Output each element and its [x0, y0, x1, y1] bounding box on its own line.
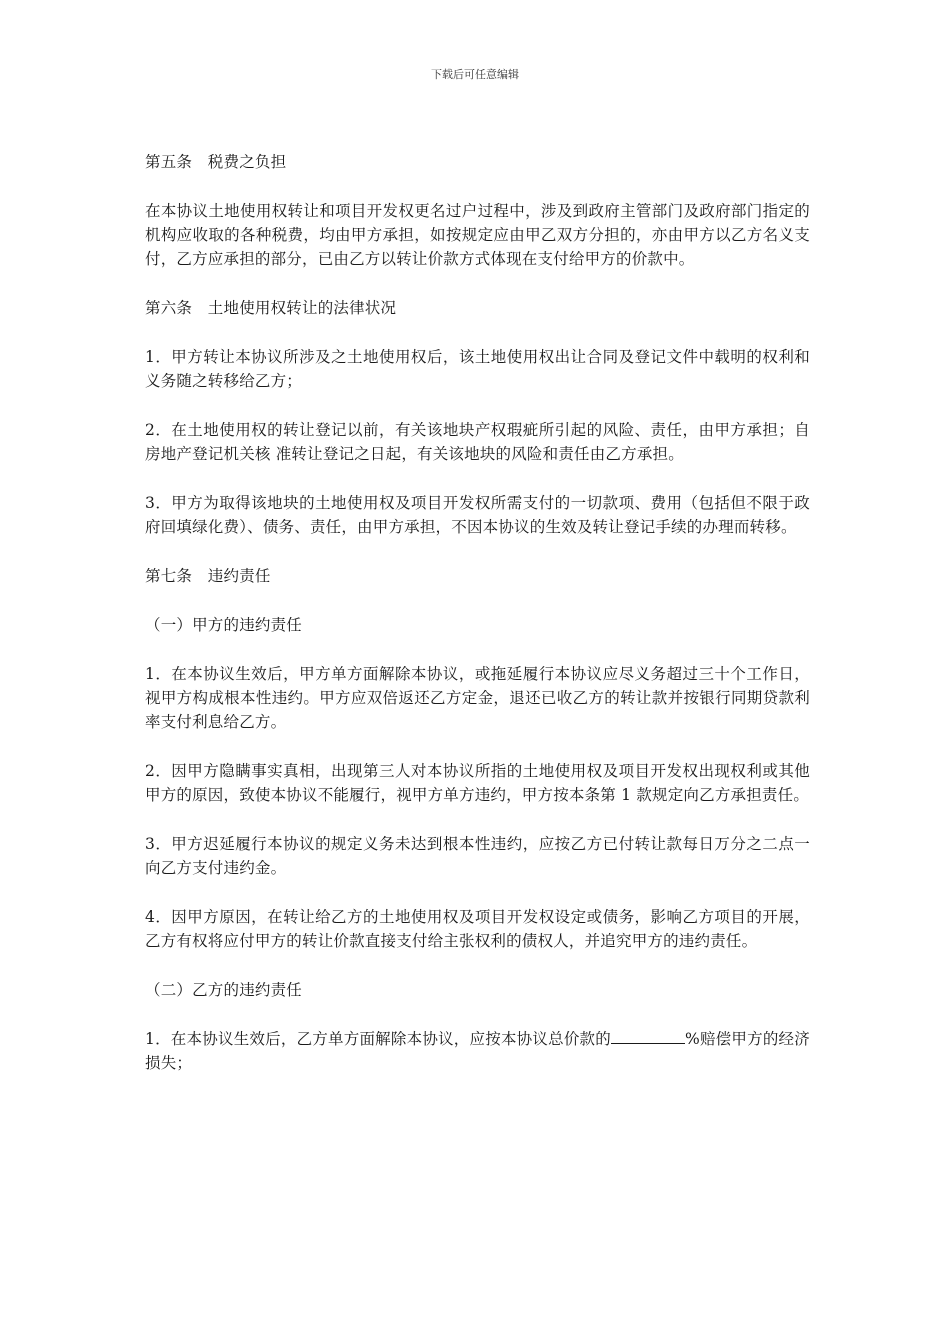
party-a-item-3: 3．甲方迟延履行本协议的规定义务未达到根本性违约，应按乙方已付转让款每日万分之二点一向乙方支付违约金。 [145, 835, 810, 877]
party-a-item-1: 1．在本协议生效后，甲方单方面解除本协议，或拖延履行本协议应尽义务超过三十个工作日，视甲方构成根本性违约。甲方应双倍返还乙方定金，退还已收乙方的转让款并按银行同期贷款利率支付利息给乙方。 [145, 665, 810, 731]
article-5-title: 第五条 税费之负担 [145, 153, 287, 171]
party-b-item-1-text-before: 1．在本协议生效后，乙方单方面解除本协议，应按本协议总价款的 [145, 1030, 611, 1048]
article-7-title: 第七条 违约责任 [145, 567, 271, 585]
article-6-item-1: 1．甲方转让本协议所涉及之土地使用权后，该土地使用权出让合同及登记文件中载明的权利和义务随之转移给乙方； [145, 348, 810, 390]
party-a-liability-heading: （一）甲方的违约责任 [145, 616, 303, 634]
article-6-item-2: 2．在土地使用权的转让登记以前，有关该地块产权瑕疵所引起的风险、责任，由甲方承担；自房地产登记机关核 准转让登记之日起，有关该地块的风险和责任由乙方承担。 [145, 421, 810, 463]
document-body [145, 150, 810, 1100]
header-note: 下载后可任意编辑 [431, 68, 519, 81]
article-6-item-3: 3．甲方为取得该地块的土地使用权及项目开发权所需支付的一切款项、费用（包括但不限于政府回填绿化费）、债务、责任，由甲方承担，不因本协议的生效及转让登记手续的办理而转移。 [145, 494, 810, 536]
party-a-item-4: 4．因甲方原因，在转让给乙方的土地使用权及项目开发权设定或债务，影响乙方项目的开展，乙方有权将应付甲方的转让价款直接支付给主张权利的债权人，并追究甲方的违约责任。 [145, 908, 810, 950]
party-a-item-2: 2．因甲方隐瞒事实真相，出现第三人对本协议所指的土地使用权及项目开发权出现权利或其他甲方的原因，致使本协议不能履行，视甲方单方违约，甲方按本条第 1 款规定向乙方承担责任。 [145, 762, 810, 804]
percentage-blank-field [611, 1027, 685, 1044]
article-5-paragraph: 在本协议土地使用权转让和项目开发权更名过户过程中，涉及到政府主管部门及政府部门指定的机构应收取的各种税费，均由甲方承担，如按规定应由甲乙双方分担的，亦由甲方以乙方名义支付，乙方应承担的部分，已由乙方以转让价款方式体现在支付给甲方的价款中。 [145, 202, 810, 268]
party-b-item-1-text-after: %赔偿甲方的经济损失； [145, 1030, 810, 1072]
party-b-item-1 [145, 1027, 810, 1075]
article-6-title: 第六条 土地使用权转让的法律状况 [145, 299, 397, 317]
party-b-liability-heading: （二）乙方的违约责任 [145, 981, 303, 999]
